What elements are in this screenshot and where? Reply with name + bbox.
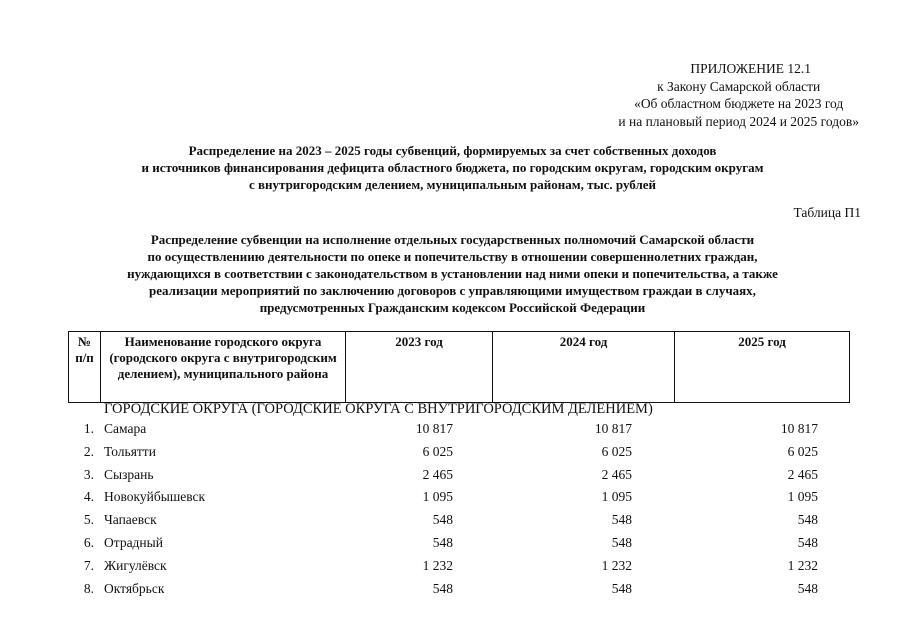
appendix-period-line: и на плановый период 2024 и 2025 годов» (618, 113, 859, 129)
document-title (0, 142, 905, 193)
row-number: 2. (83, 443, 94, 459)
row-number: 8. (83, 580, 94, 596)
header-2023: 2023 год (346, 332, 493, 403)
row-value-2024: 548 (611, 580, 632, 596)
row-number: 7. (83, 557, 94, 573)
subvention-table-header (68, 331, 850, 403)
table-label: Таблица П1 (793, 205, 861, 220)
header-name: Наименование городского округа (городского округа с внутригородским делением), муниципального района (101, 332, 346, 403)
row-value-2023: 1 095 (422, 489, 453, 505)
row-name: Октябрьск (104, 580, 165, 596)
table-row (68, 441, 868, 464)
row-value-2023: 548 (432, 534, 453, 550)
row-value-2025: 2 465 (787, 466, 818, 482)
row-name: Самара (104, 421, 147, 436)
row-value-2024: 10 817 (594, 421, 632, 436)
row-name: Новокуйбышевск (104, 489, 206, 505)
row-value-2025: 6 025 (787, 443, 818, 459)
table-row (68, 464, 868, 487)
document-title-line: и источников финансирования дефицита областного бюджета, по городским округам, городским округам (141, 160, 764, 175)
table-title-line: предусмотренных Гражданским кодексом Российской Федерации (259, 300, 646, 315)
table-row (68, 555, 868, 578)
document-title-line: с внутригородским делением, муниципальным районам, тыс. рублей (249, 177, 656, 192)
table-title-line: реализации мероприятий по заключению договоров с управляющими имуществом граждаи в случаях, (149, 283, 756, 298)
row-name: Отрадный (104, 534, 163, 550)
row-number: 1. (83, 421, 94, 436)
row-name: Сызрань (104, 466, 154, 482)
row-value-2024: 548 (611, 512, 632, 528)
table-title-line: Распределение субвенции на исполнение отдельных государственных полномочий Самарской области (150, 232, 755, 247)
row-value-2023: 548 (432, 580, 453, 596)
table-row (68, 532, 868, 555)
row-value-2023: 548 (432, 512, 453, 528)
section-title: ГОРОДСКИЕ ОКРУГА (ГОРОДСКИЕ ОКРУГА С ВНУТРИГОРОДСКИМ ДЕЛЕНИЕМ) (104, 401, 653, 417)
row-value-2023: 6 025 (422, 443, 453, 459)
row-value-2023: 10 817 (415, 421, 453, 436)
row-name: Чапаевск (104, 512, 157, 528)
row-value-2023: 1 232 (422, 557, 453, 573)
row-value-2024: 1 232 (601, 557, 632, 573)
row-value-2024: 1 095 (601, 489, 632, 505)
appendix-law-title-line: «Об областном бюджете на 2023 год (634, 96, 844, 111)
row-value-2025: 548 (797, 580, 818, 596)
row-value-2025: 548 (797, 512, 818, 528)
row-name: Тольятти (104, 443, 156, 459)
header-2025: 2025 год (675, 332, 850, 403)
row-value-2024: 548 (611, 534, 632, 550)
document-title-line: Распределение на 2023 – 2025 годы субвенций, формируемых за счет собственных доходов (188, 143, 717, 158)
row-value-2025: 1 095 (787, 489, 818, 505)
table-title-line: нуждающихся в соответствии с законодательством в установлении над ними опеки и попечительства, а также (127, 266, 778, 281)
table-body (68, 418, 868, 600)
header-num: № п/п (69, 332, 101, 403)
appendix-header (618, 60, 859, 130)
row-number: 4. (83, 489, 94, 505)
row-value-2023: 2 465 (422, 466, 453, 482)
table-title (0, 231, 905, 316)
row-name: Жигулёвск (104, 557, 167, 573)
appendix-number: ПРИЛОЖЕНИЕ 12.1 (690, 61, 811, 76)
table-title-line: по осуществлениию деятельности по опеке и попечительству в отношении совершеннолетних граждан, (147, 249, 758, 264)
row-number: 5. (83, 512, 94, 528)
row-value-2025: 1 232 (787, 557, 818, 573)
row-value-2025: 548 (797, 534, 818, 550)
row-value-2024: 2 465 (601, 466, 632, 482)
table-row (68, 486, 868, 509)
row-value-2024: 6 025 (601, 443, 632, 459)
table-row (68, 509, 868, 532)
table-row (68, 418, 868, 441)
header-2024: 2024 год (493, 332, 675, 403)
row-number: 3. (83, 466, 94, 482)
appendix-law-line: к Закону Самарской области (657, 78, 821, 94)
row-value-2025: 10 817 (780, 421, 818, 436)
table-row (68, 578, 868, 601)
row-number: 6. (83, 534, 94, 550)
